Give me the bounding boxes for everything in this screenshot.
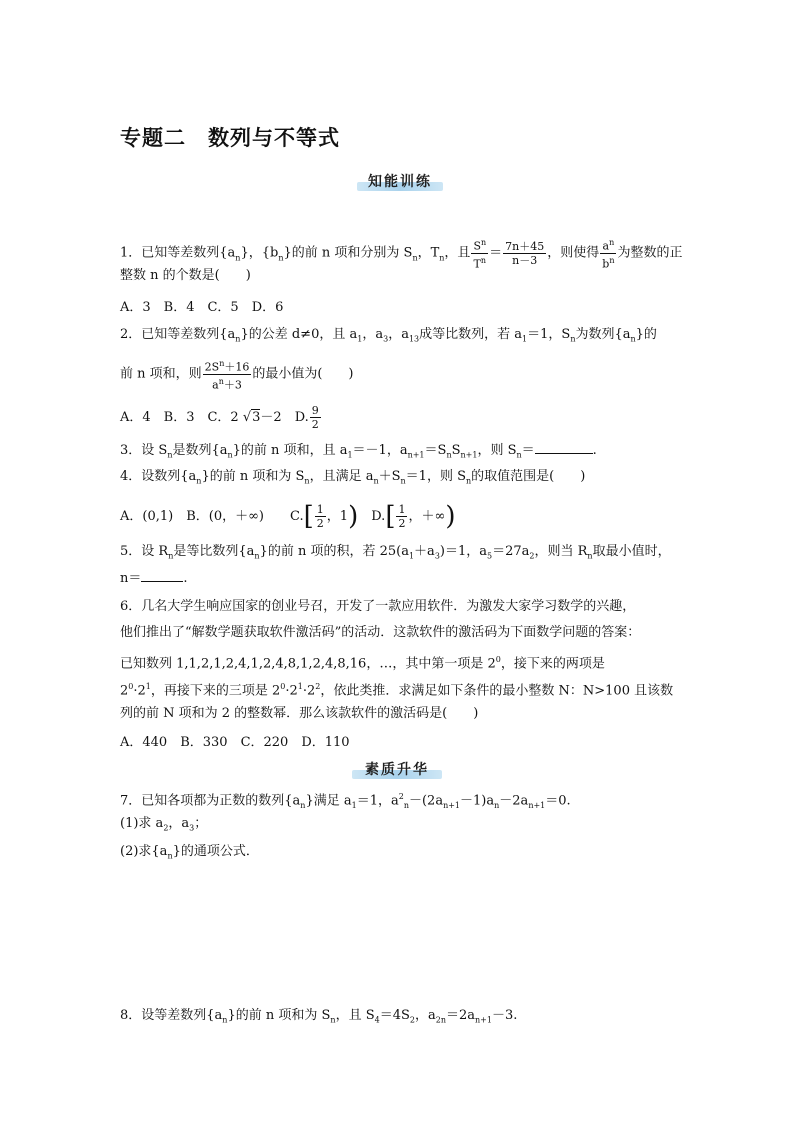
question-5: 5．设 $R_n$是等比数列$\{a_n\}$的前 n 项的积，若 $25(a_1+a_3)=1$，$a_5=27a_2$，则当 $R_n$取最小值时， <box>120 544 671 561</box>
question-6-line-4: $2^0\cdot 2^1$，再接下来的三项是 $2^0\cdot 2^1\cdot 2^2$，依此类推．求满足如下条件的最小整数 N：N>100 且该数 <box>120 682 674 699</box>
fraction: $\frac{9}{2}$ <box>311 404 319 431</box>
answer-blank[interactable] <box>141 569 183 582</box>
fraction: $\frac{7n+45}{n-3}$ <box>505 239 545 267</box>
section-label: 知能训练 <box>368 174 432 190</box>
question-2-options: A．4 B．3 C．2 √3－2 D. $\frac{9}{2}$ <box>120 404 319 431</box>
section-banner-quality <box>352 761 442 779</box>
fraction: $\frac{S^n}{T^n}$ <box>473 238 487 271</box>
fraction: $\frac{1}{2}$ <box>398 503 406 530</box>
question-2-line-2: 前 n 项和，则 $\frac{2S^n+16}{a^n+3}$ 的最小值为( ) <box>120 359 354 392</box>
question-6-options: A．440 B．330 C．220 D．110 <box>120 735 350 750</box>
question-3: 3．设 $S_n$是数列$\{a_n\}$的前 n 项和，且 $a_1=-1$，$a_{n+1}=S_nS_{n+1}$，则 $S_n=$ . <box>120 443 597 460</box>
question-6-line-1: 6．几名大学生响应国家的创业号召，开发了一款应用软件．为激发大家学习数学的兴趣， <box>120 599 636 614</box>
question-1-line-2: 整数 n 的个数是( ) <box>120 268 251 283</box>
question-4-options: A．(0,1) B．(0，＋∞) C.[ $\frac{1}{2}$ ，1) D.[ $\frac{1}{2}$ ，＋∞) <box>120 501 456 532</box>
question-7-part-1: (1)求 $a_2$，$a_3$； <box>120 816 208 833</box>
question-8: 8．设等差数列$\{a_n\}$的前 n 项和为 $S_n$，且 $S_4=4S_2$，$a_{2n}=2a_{n+1}-3$. <box>120 1008 518 1025</box>
fraction: $\frac{1}{2}$ <box>316 503 324 530</box>
question-7: 7．已知各项都为正数的数列$\{a_n\}$满足 $a_1=1$，$a^2_n-(2a_{n+1}-1)a_n-2a_{n+1}=0$. <box>120 792 571 810</box>
question-1: 1．已知等差数列$\{a_n\}$，$\{b_n\}$的前 n 项和分别为 $S_n$，$T_n$，且 $\frac{S^n}{T^n}$ ＝ $\frac{7n+45}{n-3}$ ，则使得 $\frac{a^n}{b^n}$ 为整数的正 <box>120 238 683 271</box>
question-6-line-2: 他们推出了“解数学题获取软件激活码”的活动．这款软件的激活码为下面数学问题的答案： <box>120 625 641 640</box>
question-4: 4．设数列$\{a_n\}$的前 n 项和为 $S_n$，且满足 $a_n+S_n=1$，则 $S_n$的取值范围是( ) <box>120 469 586 486</box>
question-5-line-2: n＝ . <box>120 571 188 586</box>
section-banner-training <box>357 173 443 191</box>
answer-blank[interactable] <box>535 441 593 454</box>
question-7-part-2: (2)求$\{a_n\}$的通项公式． <box>120 844 259 861</box>
fraction: $\frac{a^n}{b^n}$ <box>602 238 615 271</box>
page-title: 专题二 数列与不等式 <box>120 125 340 150</box>
fraction: $\frac{2S^n+16}{a^n+3}$ <box>204 359 250 392</box>
question-6-line-5: 列的前 N 项和为 2 的整数幂．那么该款软件的激活码是( ) <box>120 706 479 721</box>
question-2: 2．已知等差数列$\{a_n\}$的公差 d≠0，且 $a_1$，$a_3$，$a_{13}$成等比数列，若 $a_1=1$，$S_n$为数列$\{a_n\}$的 <box>120 327 657 344</box>
question-1-options: A．3 B．4 C．5 D．6 <box>120 300 284 315</box>
section-label: 素质升华 <box>365 762 429 778</box>
question-6-line-3: 已知数列 1,1,2,1,2,4,1,2,4,8,1,2,4,8,16，…，其中第一项是 $2^0$，接下来的两项是 <box>120 655 605 672</box>
